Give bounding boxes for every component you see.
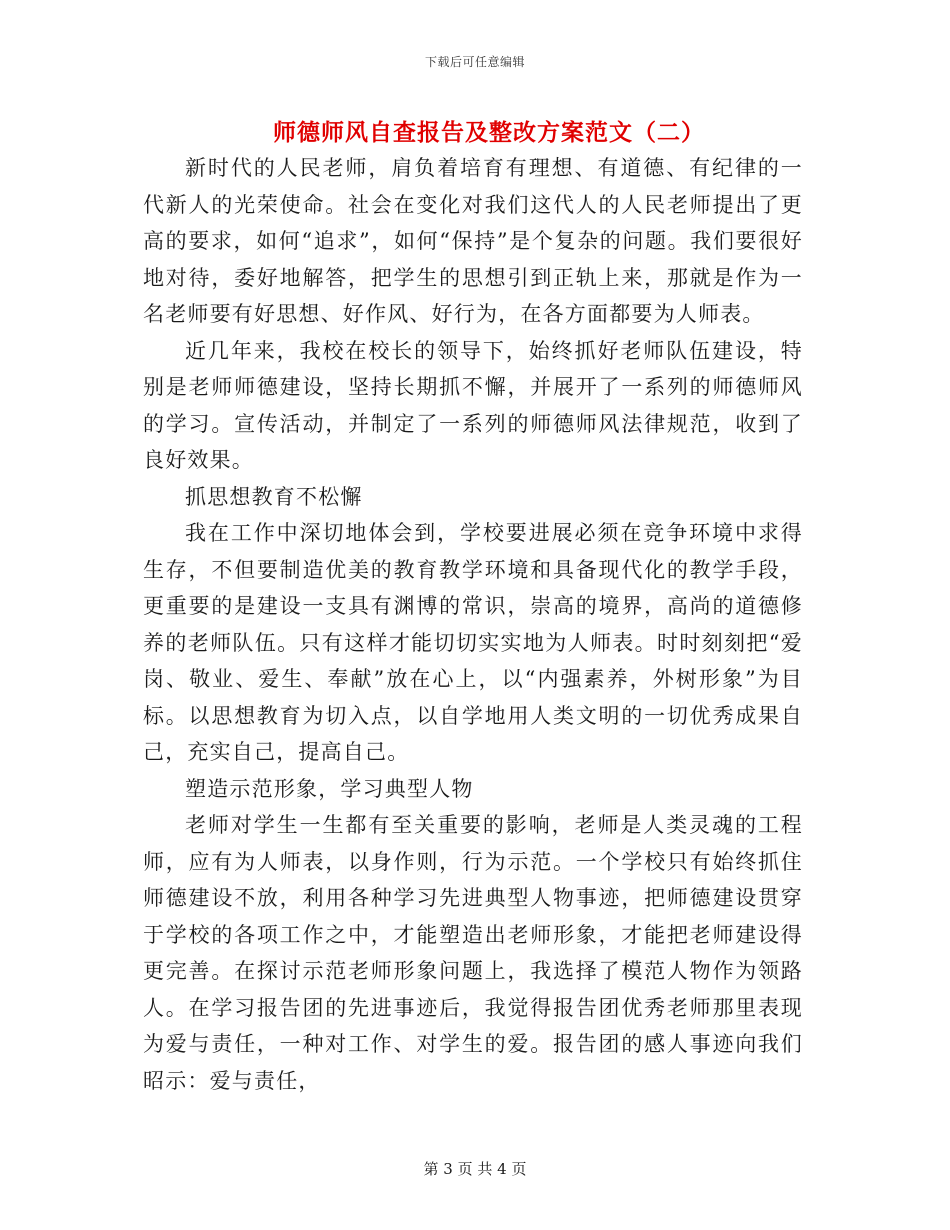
document-body (143, 150, 803, 1099)
paragraph-school-work: 近几年来，我校在校长的领导下，始终抓好老师队伍建设，特别是老师师德建设，坚持长期抓不懈，并展开了一系列的师德师风的学习。宣传活动，并制定了一系列的师德师风法律规范，收到了良好效果。 (143, 338, 803, 472)
section-heading-role-model: 塑造示范形象，学习典型人物 (185, 776, 474, 801)
paragraph-ideology: 我在工作中深切地体会到，学校要进展必须在竞争环境中求得生存，不但要制造优美的教育教学环境和具备现代化的教学手段，更重要的是建设一支具有渊博的常识，崇高的境界，高尚的道德修养的老师队伍。只有这样才能切切实实地为人师表。时时刻刻把“爱岗、敬业、爱生、奉献”放在心上，以“内强素养，外树形象”为目标。以思想教育为切入点，以自学地用人类文明的一切优秀成果自己，充实自己，提高自己。 (143, 521, 803, 764)
page-number: 第 3 页 共 4 页 (423, 1160, 527, 1178)
header-note: 下载后可任意编辑 (424, 55, 525, 69)
section-heading-ideology: 抓思想教育不松懈 (185, 484, 363, 509)
paragraph-role-model: 老师对学生一生都有至关重要的影响，老师是人类灵魂的工程师，应有为人师表，以身作则，行为示范。一个学校只有始终抓住师德建设不放，利用各种学习先进典型人物事迹，把师德建设贯穿于学校的各项工作之中，才能塑造出老师形象，才能把老师建设得更完善。在探讨示范老师形象问题上，我选择了模范人物作为领路人。在学习报告团的先进事迹后，我觉得报告团优秀老师那里表现为爱与责任，一种对工作、对学生的爱。报告团的感人事迹向我们昭示：爱与责任， (143, 813, 803, 1093)
document-title: 师德师风自查报告及整改方案范文（二） (273, 119, 705, 146)
paragraph-intro: 新时代的人民老师，肩负着培育有理想、有道德、有纪律的一代新人的光荣使命。社会在变化对我们这代人的人民老师提出了更高的要求，如何“追求”，如何“保持”是个复杂的问题。我们要很好地对待，委好地解答，把学生的思想引到正轨上来，那就是作为一名老师要有好思想、好作风、好行为，在各方面都要为人师表。 (143, 156, 803, 326)
